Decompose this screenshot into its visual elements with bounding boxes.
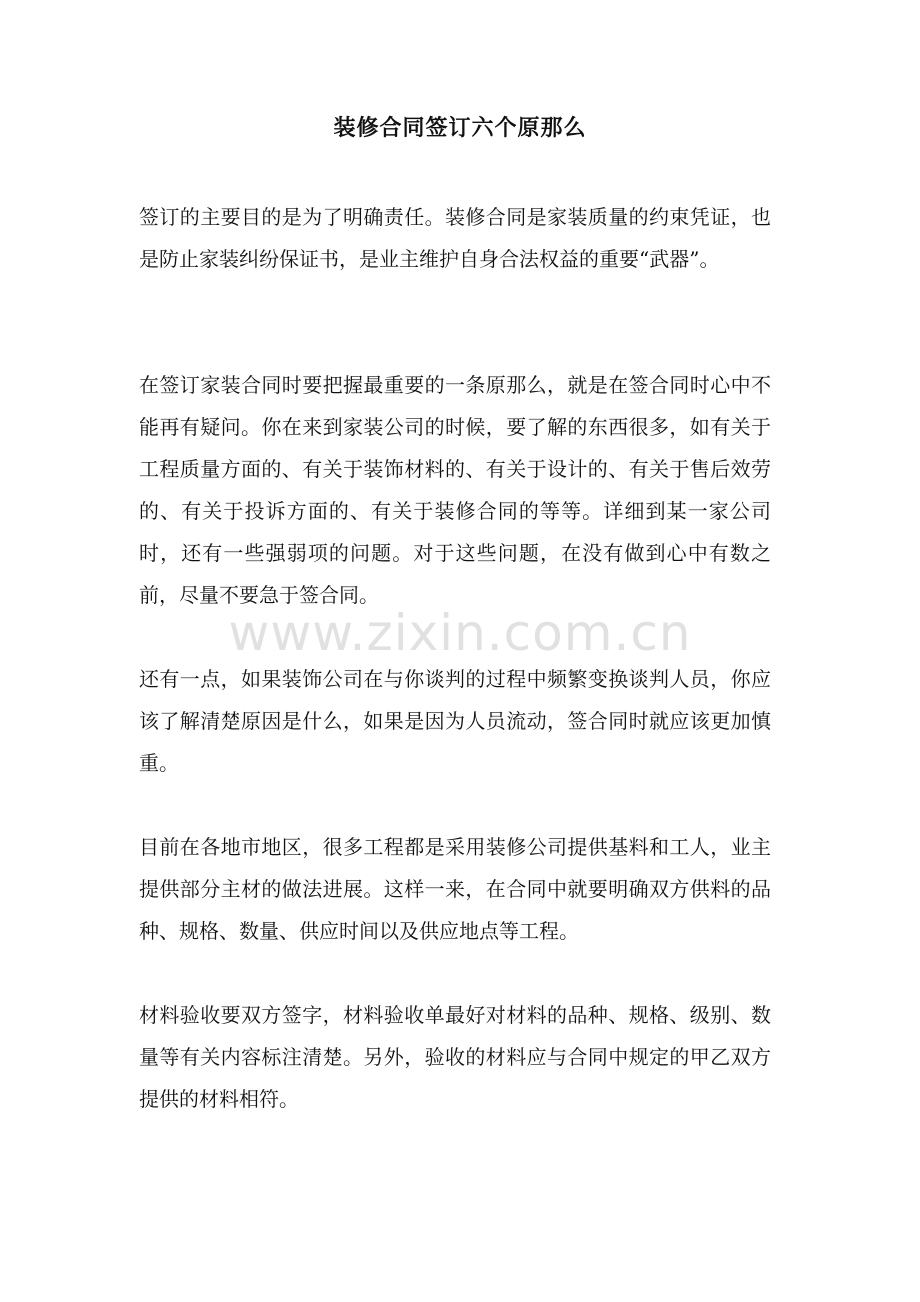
document-title: 装修合同签订六个原那么 <box>333 115 587 141</box>
paragraph-3: 还有一点，如果装饰公司在与你谈判的过程中频繁变换谈判人员，你应该了解清楚原因是什么，如果是因为人员流动，签合同时就应该更加慎重。 <box>139 667 771 775</box>
paragraph-1: 签订的主要目的是为了明确责任。装修合同是家装质量的约束凭证，也是防止家装纠纷保证书，是业主维护自身合法权益的重要“武器”。 <box>139 205 771 271</box>
watermark-text: www.zixin.com.cn <box>228 604 692 662</box>
paragraph-2: 在签订家装合同时要把握最重要的一条原那么，就是在签合同时心中不能再有疑问。你在来到家装公司的时候，要了解的东西很多，如有关于工程质量方面的、有关于装饰材料的、有关于设计的、有关于售后效劳的、有关于投诉方面的、有关于装修合同的等等。详细到某一家公司时，还有一些强弱项的问题。对于这些问题，在没有做到心中有数之前，尽量不要急于签合同。 <box>139 373 771 607</box>
paragraph-5: 材料验收要双方签字，材料验收单最好对材料的品种、规格、级别、数量等有关内容标注清楚。另外，验收的材料应与合同中规定的甲乙双方提供的材料相符。 <box>139 1003 771 1111</box>
paragraph-4: 目前在各地市地区，很多工程都是采用装修公司提供基料和工人，业主提供部分主材的做法进展。这样一来，在合同中就要明确双方供料的品种、规格、数量、供应时间以及供应地点等工程。 <box>139 835 771 943</box>
